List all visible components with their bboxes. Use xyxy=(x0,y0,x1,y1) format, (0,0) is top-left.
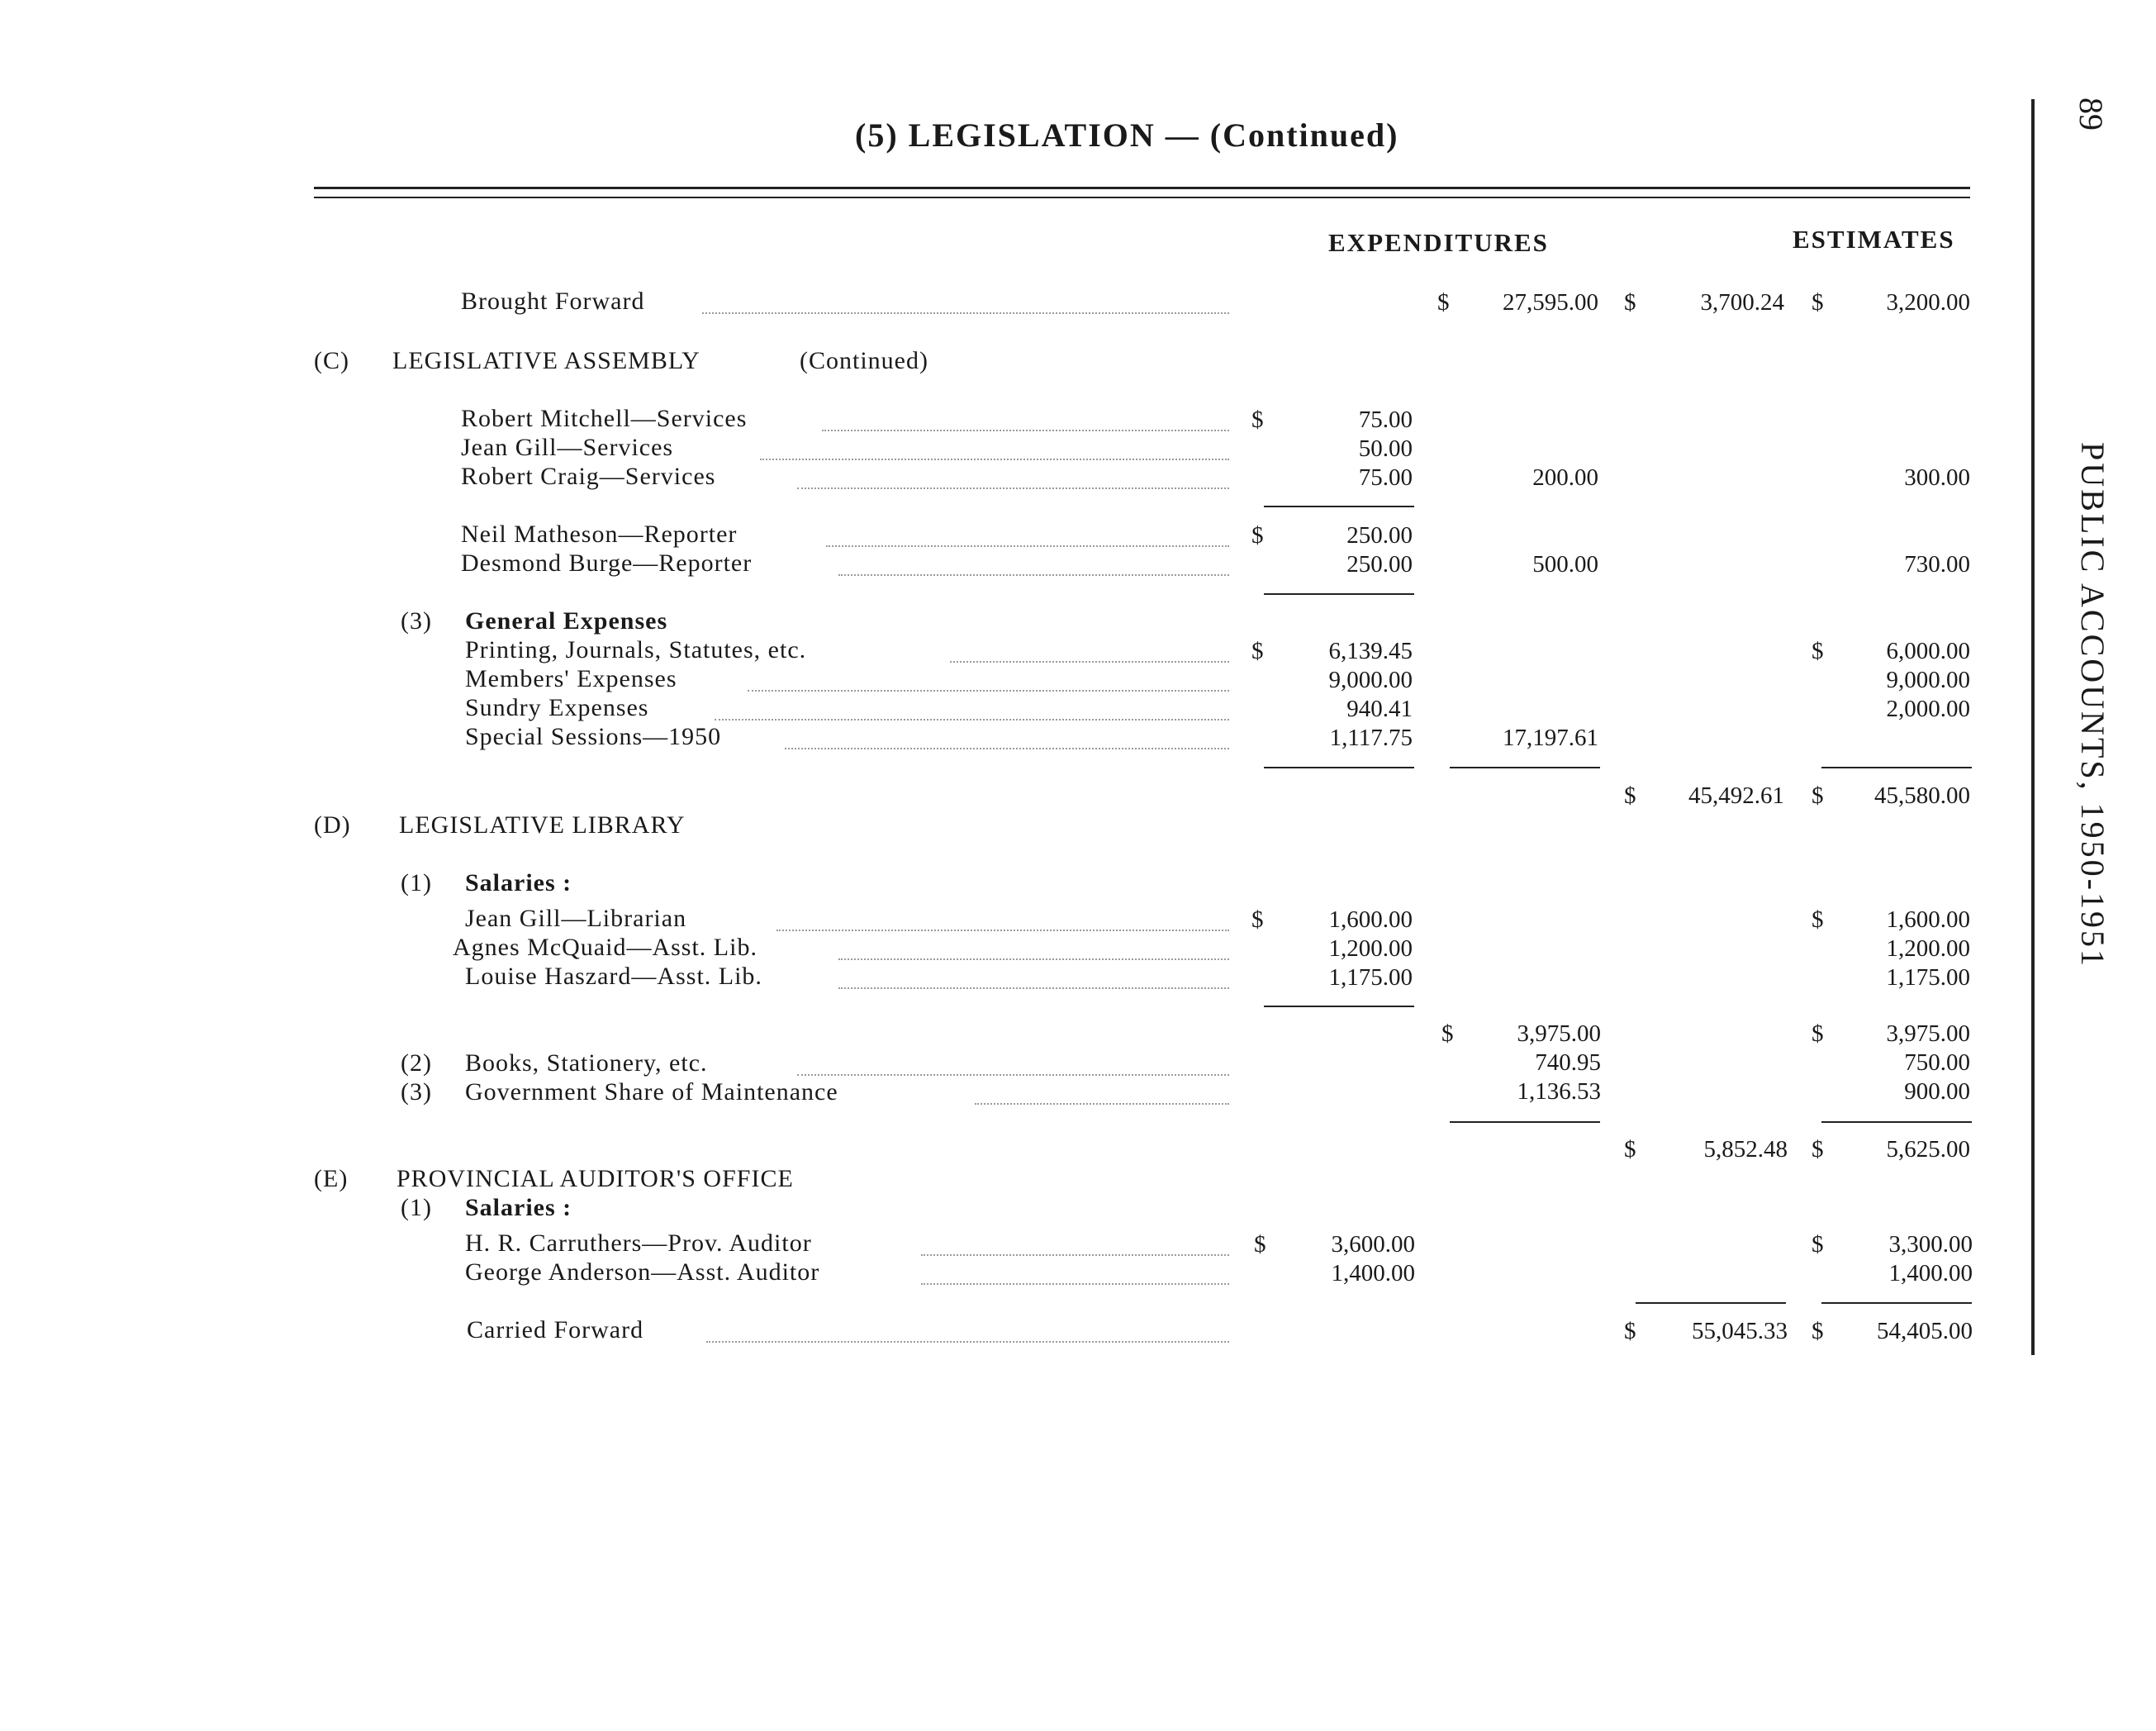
leader-dots xyxy=(921,1283,1229,1285)
line-item-label: Robert Craig—Services xyxy=(461,463,716,490)
leader-dots xyxy=(715,719,1229,720)
currency-sign: $ xyxy=(1251,638,1264,664)
subsection-number: (3) xyxy=(401,607,432,635)
leader-dots xyxy=(838,958,1229,960)
amount-col1: 1,400.00 xyxy=(1331,1260,1415,1286)
col-header-estimates: ESTIMATES xyxy=(1793,225,1955,254)
leader-dots xyxy=(797,1074,1229,1076)
currency-sign: $ xyxy=(1624,782,1636,809)
amount-col1: 75.00 xyxy=(1358,464,1413,491)
line-item-label: Special Sessions—1950 xyxy=(465,723,722,750)
amount-col1: 1,600.00 xyxy=(1328,906,1413,933)
amount-col2: 740.95 xyxy=(1535,1049,1601,1076)
currency-sign: $ xyxy=(1437,289,1450,316)
amount-col1: 50.00 xyxy=(1358,435,1413,462)
currency-sign: $ xyxy=(1624,1136,1636,1163)
brought-forward-estimate-1: 3,700.24 xyxy=(1700,289,1784,316)
leader-dots xyxy=(776,930,1229,931)
leader-dots xyxy=(975,1103,1229,1105)
amount-col2: 200.00 xyxy=(1532,464,1598,491)
subtotal-rule xyxy=(1821,1121,1972,1123)
currency-sign: $ xyxy=(1624,289,1636,316)
line-item-label: Neil Matheson—Reporter xyxy=(461,521,738,548)
amount-col1: 250.00 xyxy=(1346,522,1413,549)
leader-dots xyxy=(706,1341,1229,1343)
brought-forward-estimate-2: 3,200.00 xyxy=(1886,289,1970,316)
line-item-label: Sundry Expenses xyxy=(465,694,649,721)
amount-col5: 730.00 xyxy=(1904,551,1970,578)
currency-sign: $ xyxy=(1812,906,1824,933)
currency-sign: $ xyxy=(1254,1231,1266,1258)
amount-col5: 1,175.00 xyxy=(1886,964,1970,991)
page-number: 89 xyxy=(2073,97,2110,131)
carried-forward-estimate: 54,405.00 xyxy=(1877,1318,1973,1344)
currency-sign: $ xyxy=(1812,289,1824,316)
section-letter: (D) xyxy=(314,811,351,839)
amount-col1: 1,117.75 xyxy=(1329,725,1413,751)
amount-col5: 300.00 xyxy=(1904,464,1970,491)
line-item-label: George Anderson—Asst. Auditor xyxy=(465,1258,820,1286)
currency-sign: $ xyxy=(1812,782,1824,809)
subtotal-rule xyxy=(1450,767,1600,768)
leader-dots xyxy=(760,459,1229,460)
section-c-total-estimate: 45,580.00 xyxy=(1874,782,1970,809)
amount-col5: 3,975.00 xyxy=(1886,1020,1970,1047)
subsection-number: (2) xyxy=(401,1049,432,1077)
leader-dots xyxy=(950,661,1229,663)
amount-col1: 9,000.00 xyxy=(1328,667,1413,693)
amount-col1: 6,139.45 xyxy=(1328,638,1413,664)
amount-col5: 900.00 xyxy=(1904,1078,1970,1105)
margin-rule xyxy=(2031,99,2035,1355)
leader-dots xyxy=(797,487,1229,489)
amount-col2: 17,197.61 xyxy=(1503,725,1598,751)
subtotal-rule xyxy=(1264,767,1414,768)
section-letter: (C) xyxy=(314,347,349,374)
line-item-label: Jean Gill—Librarian xyxy=(465,905,687,932)
amount-col5: 6,000.00 xyxy=(1886,638,1970,664)
currency-sign: $ xyxy=(1812,1231,1824,1258)
leader-dots xyxy=(785,748,1229,749)
currency-sign: $ xyxy=(1251,407,1264,433)
line-item-label: H. R. Carruthers—Prov. Auditor xyxy=(465,1229,812,1257)
amount-col2: 3,975.00 xyxy=(1517,1020,1601,1047)
subtotal-rule xyxy=(1264,1006,1414,1007)
currency-sign: $ xyxy=(1251,522,1264,549)
currency-sign: $ xyxy=(1251,906,1264,933)
title-rule-bottom xyxy=(314,197,1970,198)
carried-forward-expenditure: 55,045.33 xyxy=(1692,1318,1788,1344)
line-item-label: Agnes McQuaid—Asst. Lib. xyxy=(453,934,757,961)
amount-col5: 9,000.00 xyxy=(1886,667,1970,693)
amount-col1: 75.00 xyxy=(1358,407,1413,433)
subsection-title-salaries: Salaries : xyxy=(465,869,572,896)
line-item-label: Government Share of Maintenance xyxy=(465,1078,838,1106)
section-title-provincial-auditor: PROVINCIAL AUDITOR'S OFFICE xyxy=(397,1165,794,1192)
subtotal-rule xyxy=(1821,1302,1972,1304)
subtotal-rule xyxy=(1636,1302,1786,1304)
amount-col5: 1,200.00 xyxy=(1886,935,1970,962)
subtotal-rule xyxy=(1450,1121,1600,1123)
col-header-expenditures: EXPENDITURES xyxy=(1328,228,1549,257)
section-note: (Continued) xyxy=(800,347,928,374)
leader-dots xyxy=(838,574,1229,576)
page-title: (5) LEGISLATION — (Continued) xyxy=(855,117,1399,154)
leader-dots xyxy=(838,987,1229,989)
amount-col1: 250.00 xyxy=(1346,551,1413,578)
brought-forward-expenditure: 27,595.00 xyxy=(1503,289,1598,316)
subtotal-rule xyxy=(1821,767,1972,768)
line-item-label: Robert Mitchell—Services xyxy=(461,405,748,432)
subtotal-rule xyxy=(1264,506,1414,507)
section-c-total-expenditure: 45,492.61 xyxy=(1688,782,1784,809)
subsection-title-salaries: Salaries : xyxy=(465,1194,572,1221)
amount-col5: 2,000.00 xyxy=(1886,696,1970,722)
currency-sign: $ xyxy=(1812,1136,1824,1163)
title-rule-top xyxy=(314,187,1970,189)
currency-sign: $ xyxy=(1812,1020,1824,1047)
subsection-number: (1) xyxy=(401,1194,432,1221)
currency-sign: $ xyxy=(1812,1318,1824,1344)
leader-dots xyxy=(822,430,1229,431)
amount-col5: 750.00 xyxy=(1904,1049,1970,1076)
currency-sign: $ xyxy=(1441,1020,1454,1047)
section-d-total-estimate: 5,625.00 xyxy=(1886,1136,1970,1163)
amount-col5: 3,300.00 xyxy=(1888,1231,1973,1258)
amount-col5: 1,400.00 xyxy=(1888,1260,1973,1286)
amount-col1: 1,175.00 xyxy=(1328,964,1413,991)
carried-forward-label: Carried Forward xyxy=(467,1316,644,1343)
running-title: PUBLIC ACCOUNTS, 1950-1951 xyxy=(2074,442,2111,968)
section-title-legislative-library: LEGISLATIVE LIBRARY xyxy=(399,811,686,839)
section-d-total-expenditure: 5,852.48 xyxy=(1703,1136,1788,1163)
amount-col5: 1,600.00 xyxy=(1886,906,1970,933)
subsection-number: (3) xyxy=(401,1078,432,1106)
leader-dots xyxy=(921,1254,1229,1256)
amount-col2: 500.00 xyxy=(1532,551,1598,578)
line-item-label: Louise Haszard—Asst. Lib. xyxy=(465,963,762,990)
amount-col1: 1,200.00 xyxy=(1328,935,1413,962)
currency-sign: $ xyxy=(1624,1318,1636,1344)
amount-col1: 940.41 xyxy=(1346,696,1413,722)
leader-dots xyxy=(748,690,1229,692)
subtotal-rule xyxy=(1264,593,1414,595)
section-letter: (E) xyxy=(314,1165,349,1192)
line-item-label: Printing, Journals, Statutes, etc. xyxy=(465,636,807,663)
currency-sign: $ xyxy=(1812,638,1824,664)
subsection-title-general-expenses: General Expenses xyxy=(465,607,668,635)
line-item-label: Jean Gill—Services xyxy=(461,434,674,461)
subsection-number: (1) xyxy=(401,869,432,896)
line-item-label: Books, Stationery, etc. xyxy=(465,1049,708,1077)
line-item-label: Members' Expenses xyxy=(465,665,677,692)
leader-dots xyxy=(826,545,1229,547)
amount-col1: 3,600.00 xyxy=(1331,1231,1415,1258)
brought-forward-label: Brought Forward xyxy=(461,288,645,315)
section-title-legislative-assembly: LEGISLATIVE ASSEMBLY xyxy=(392,347,700,374)
amount-col2: 1,136.53 xyxy=(1517,1078,1601,1105)
leader-dots xyxy=(702,312,1229,314)
line-item-label: Desmond Burge—Reporter xyxy=(461,549,753,577)
